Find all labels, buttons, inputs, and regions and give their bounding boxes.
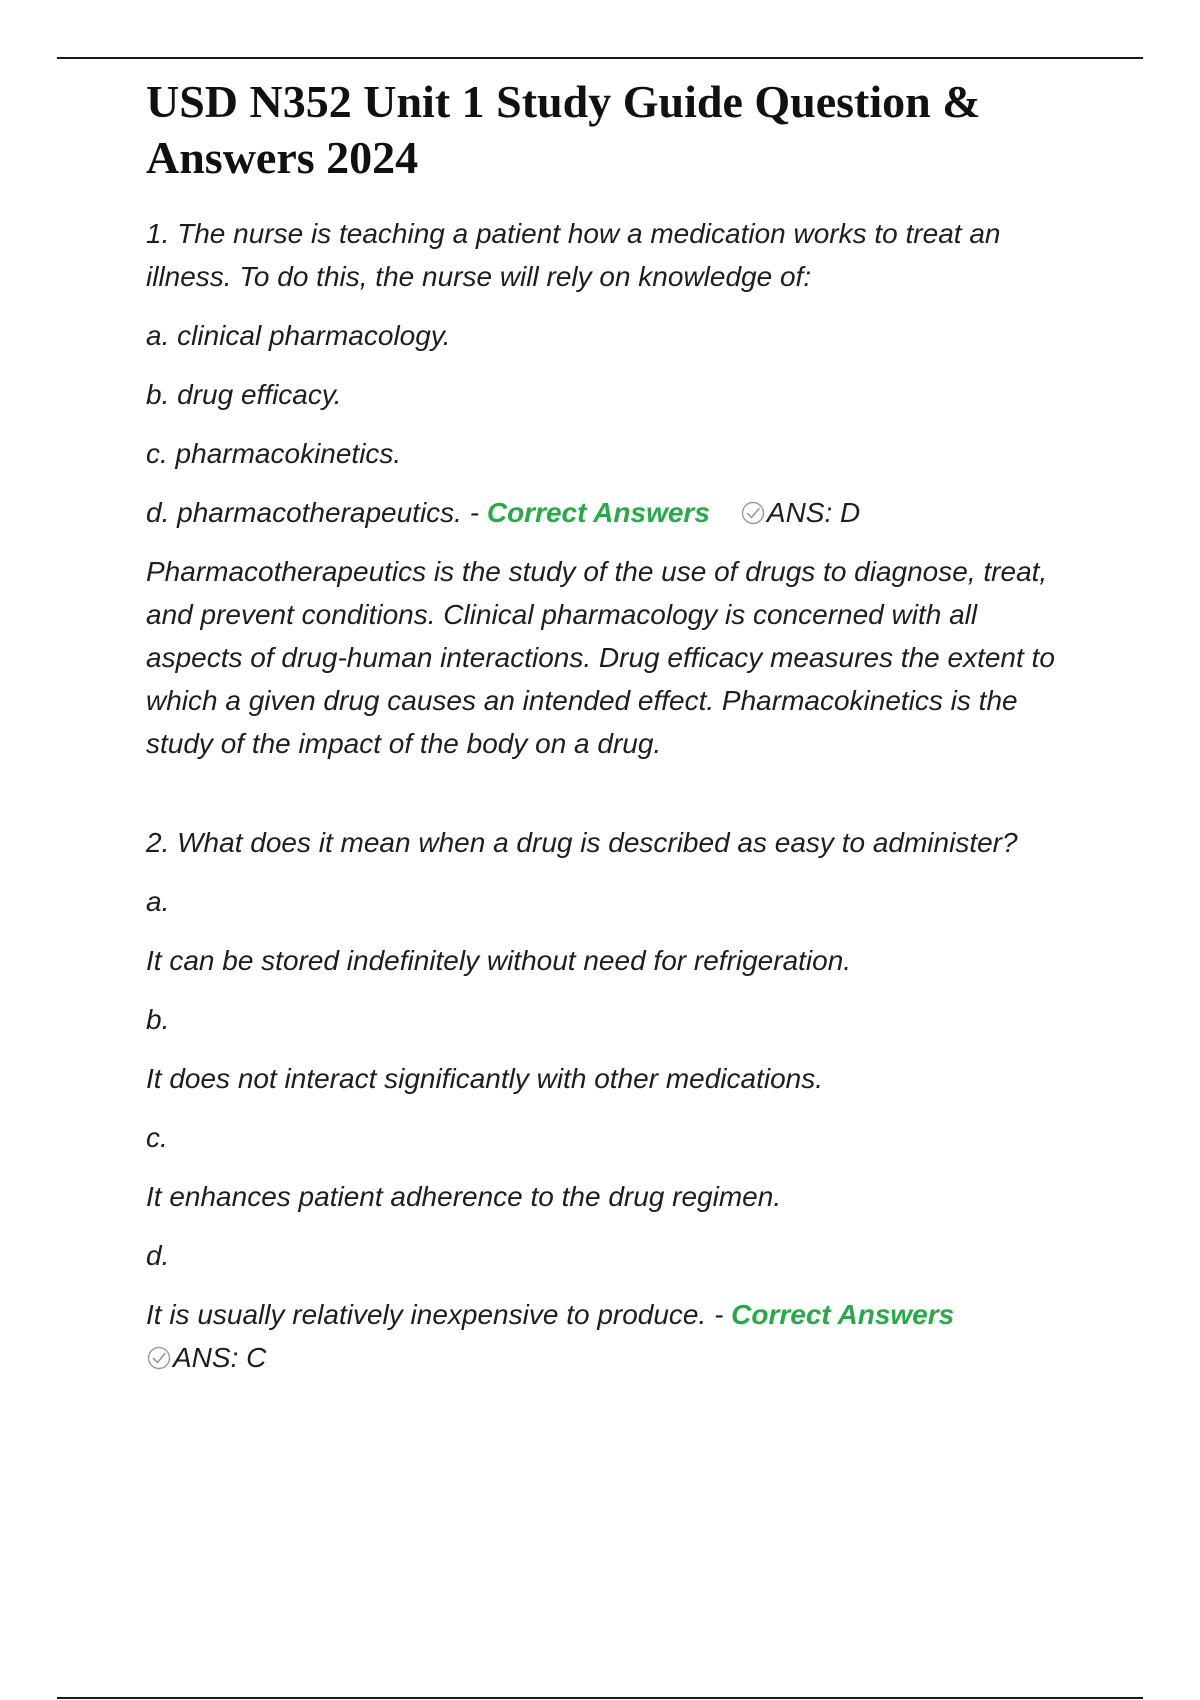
question-1-option-d: d. pharmacotherapeutics. -: [146, 497, 487, 528]
question-1-option-a: a. clinical pharmacology.: [146, 320, 451, 351]
question-2-option-b-text: It does not interact significantly with other medications.: [146, 1063, 824, 1094]
question-2-option-c-text: It enhances patient adherence to the drug regimen.: [146, 1181, 782, 1212]
question-2-stem: 2. What does it mean when a drug is described as easy to administer?: [146, 827, 1018, 858]
question-2-option-c-letter: c.: [146, 1122, 168, 1153]
correct-answers-label: Correct Answers: [731, 1299, 955, 1330]
question-1-rationale: Pharmacotherapeutics is the study of the use of drugs to diagnose, treat, and prevent conditions. Clinical pharmacology is concerned with all aspects of drug-human interactions. Drug efficacy measures the extent to which a given drug causes an intended effect. Pharmacokinetics is the study of the impact of the body on a drug.: [146, 556, 1055, 759]
answer-value: ANS: C: [173, 1342, 267, 1373]
question-2-option-b-letter: b.: [146, 1004, 170, 1035]
question-1-option-c: c. pharmacokinetics.: [146, 438, 402, 469]
question-1: [146, 212, 1076, 765]
answer-key: [740, 497, 860, 528]
bottom-rule: [57, 1697, 1143, 1699]
question-2: [146, 821, 1076, 1379]
question-2-option-d-letter: d.: [146, 1240, 170, 1271]
correct-answers-label: Correct Answers: [486, 497, 710, 528]
check-circle-icon: [740, 500, 766, 526]
question-2-option-d-line: [146, 1293, 1076, 1379]
question-2-option-a-letter: a.: [146, 886, 170, 917]
question-1-option-b: b. drug efficacy.: [146, 379, 342, 410]
question-1-stem: 1. The nurse is teaching a patient how a medication works to treat an illness. To do this, the nurse will rely on knowledge of:: [146, 218, 1001, 292]
question-2-option-d-text: It is usually relatively inexpensive to produce. -: [146, 1299, 732, 1330]
answer-value: ANS: D: [766, 497, 861, 528]
question-2-option-a-text: It can be stored indefinitely without need for refrigeration.: [146, 945, 852, 976]
check-circle-icon: [146, 1345, 172, 1371]
document-title: USD N352 Unit 1 Study Guide Question & Answers 2024: [146, 76, 981, 183]
answer-key: [146, 1342, 266, 1373]
question-1-option-d-line: [146, 491, 1076, 534]
document-body: [146, 74, 1076, 1379]
question-spacer: [146, 765, 1076, 821]
top-rule: [57, 57, 1143, 59]
